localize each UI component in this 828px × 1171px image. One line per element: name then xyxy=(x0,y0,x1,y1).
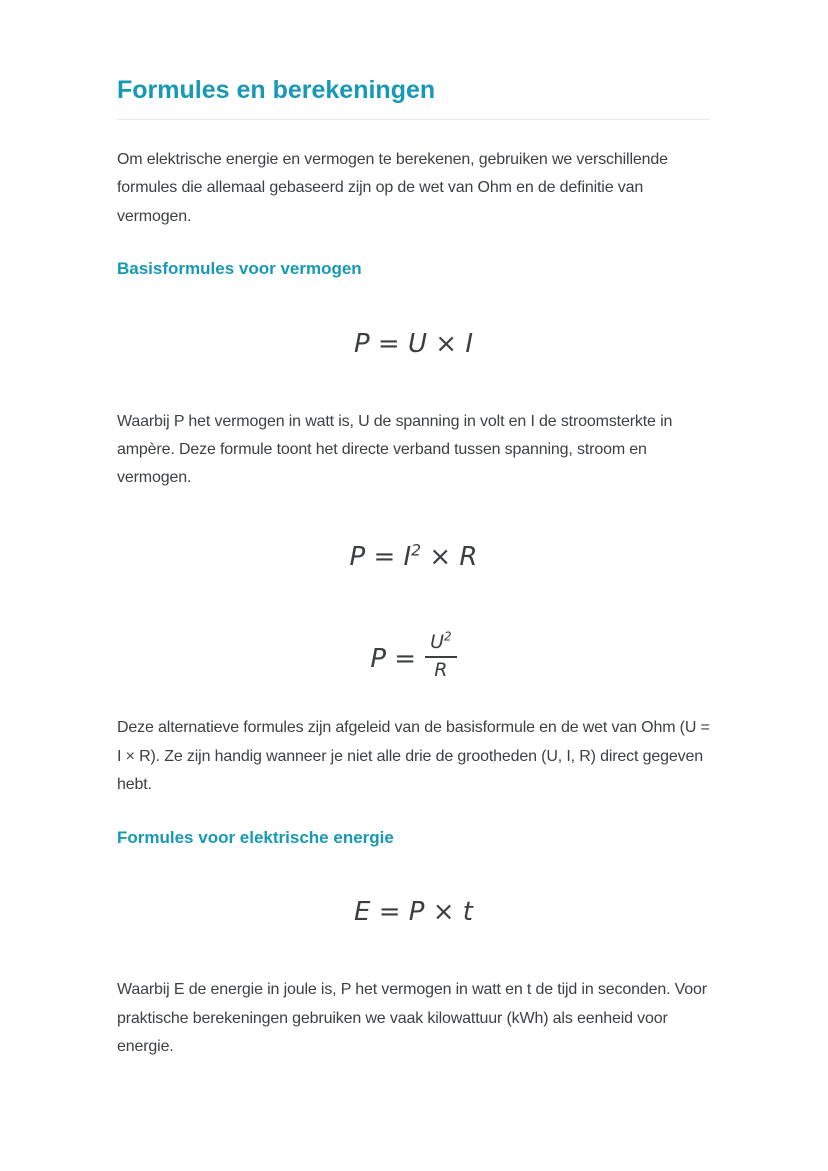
formula-p-equals-u-times-i: P = U × I xyxy=(353,328,473,359)
caption-paragraph-energy: Waarbij E de energie in joule is, P het vermogen in watt en t de tijd in seconden. Voor praktische berekeningen gebruiken we vaak kilowattuur (kWh) als eenheid voor energie. xyxy=(117,981,707,1056)
formula-e-equals-p-times-t: E = P × t xyxy=(354,897,473,928)
fraction-denominator: R xyxy=(434,658,448,681)
formula-lhs: P = xyxy=(370,643,417,674)
formula-p-equals-i-squared-times-r xyxy=(117,537,710,577)
fraction xyxy=(425,631,457,683)
formula-exponent: 2 xyxy=(411,541,422,560)
section-title-power: Basisformules voor vermogen xyxy=(117,259,362,279)
formula-p-equals-u-squared-over-r xyxy=(117,629,710,685)
title-divider xyxy=(117,119,710,120)
section-title-energy: Formules voor elektrische energie xyxy=(117,827,394,847)
numerator-base: U xyxy=(430,630,444,653)
caption-paragraph-power: Waarbij P het vermogen in watt is, U de spanning in volt en I de stroomsterkte in ampère. Deze formule toont het directe verband tussen spanning, stroom en vermogen. xyxy=(117,412,673,487)
numerator-exponent: 2 xyxy=(444,629,452,644)
page-title: Formules en berekeningen xyxy=(117,76,436,104)
formula-pre: P = I xyxy=(349,541,412,572)
fraction-numerator xyxy=(425,631,457,658)
caption-paragraph-alternative-formulas: Deze alternatieve formules zijn afgeleid van de basisformule en de wet van Ohm (U = I × R). Ze zijn handig wanneer je niet alle drie de grootheden (U, I, R) direct gegeven hebt. xyxy=(117,719,710,794)
formula-post: × R xyxy=(421,541,478,572)
intro-paragraph: Om elektrische energie en vermogen te berekenen, gebruiken we verschillende formules die allemaal gebaseerd zijn op de wet van Ohm en de definitie van vermogen. xyxy=(117,150,668,225)
